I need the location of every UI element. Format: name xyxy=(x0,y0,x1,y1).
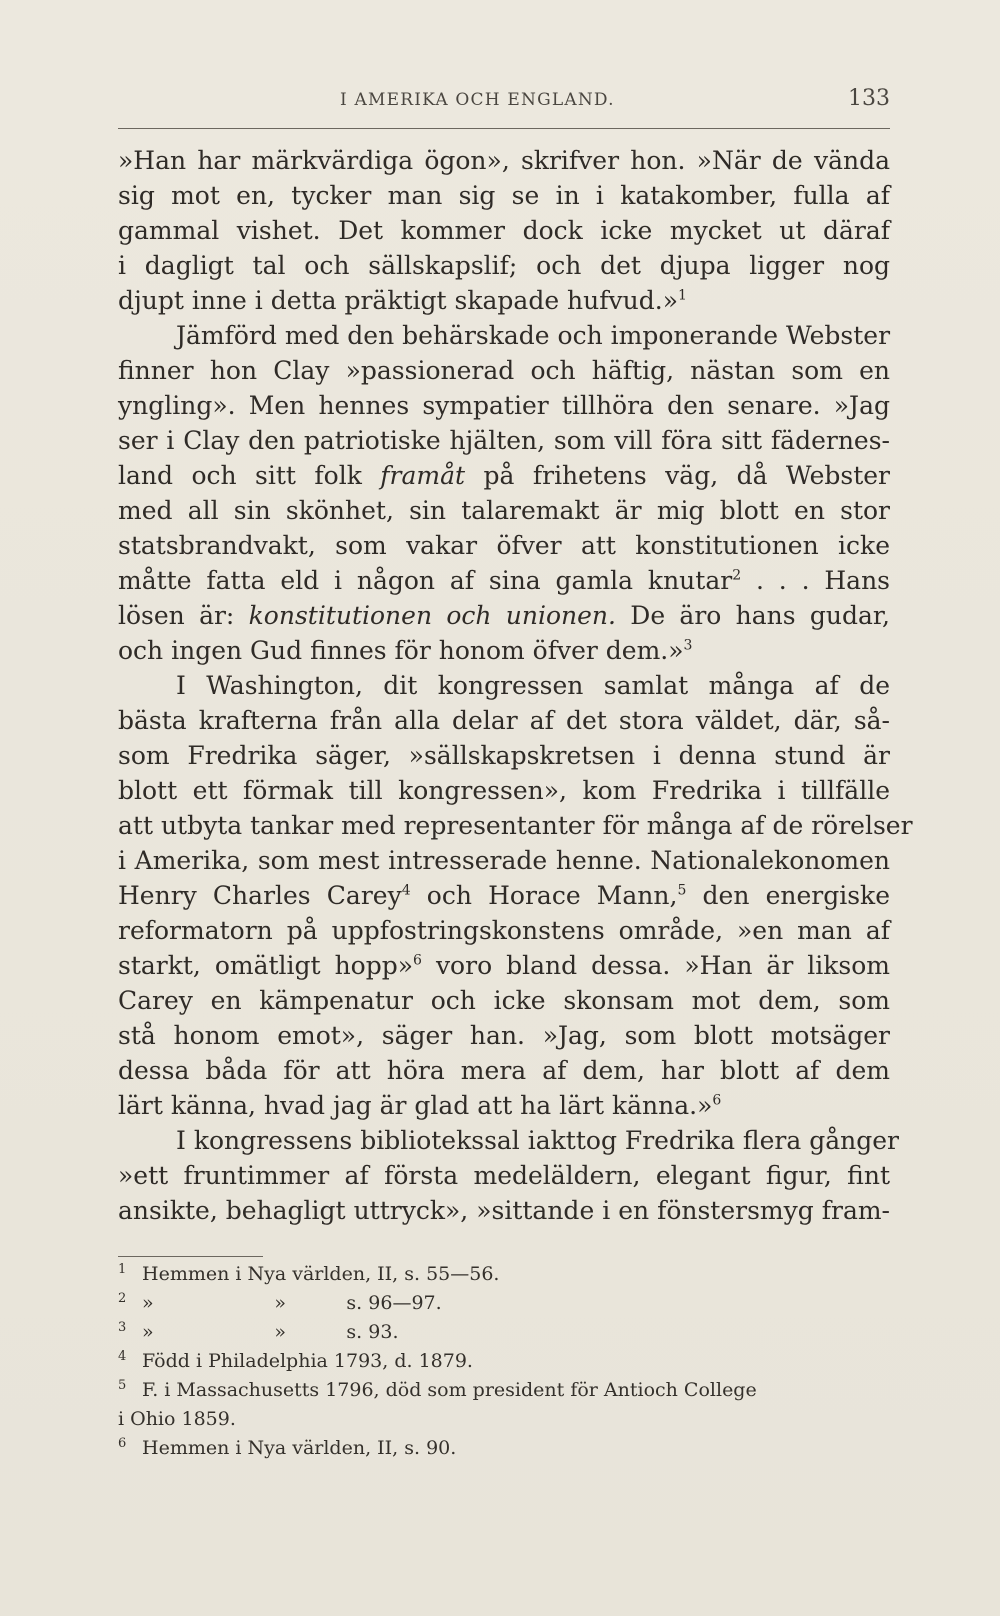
footnote-rule xyxy=(118,1256,263,1257)
footnote-marker: 2 xyxy=(732,567,742,584)
text-line: »Han har märkvärdiga ögon», skrifver hon. »När de vända xyxy=(118,146,890,175)
footnote: 6 Hemmen i Nya världen, II, s. 90. xyxy=(118,1435,457,1459)
running-head: I AMERIKA OCH ENGLAND. xyxy=(340,90,615,110)
text-line: sig mot en, tycker man sig se in i katakomber, fulla af xyxy=(118,181,890,210)
text-line: med all sin skönhet, sin talaremakt är mig blott en stor xyxy=(118,496,890,525)
text-line: statsbrandvakt, som vakar öfver att konstitutionen icke xyxy=(118,531,890,560)
footnote-marker: 6 xyxy=(712,1092,722,1109)
text-line: ansikte, behagligt uttryck», »sittande i en fönstersmyg fram- xyxy=(118,1196,890,1225)
footnote-marker: 6 xyxy=(413,952,422,969)
text-line: stå honom emot», säger han. »Jag, som blott motsäger xyxy=(118,1021,890,1050)
footnote-marker: 5 xyxy=(677,882,687,899)
text-line: starkt, omätligt hopp»$^6$ voro bland dessa. »Han är liksom xyxy=(118,951,890,980)
italic-word: framåt xyxy=(380,461,466,490)
text-line: i Amerika, som mest intresserade henne. Nationalekonomen xyxy=(118,846,890,875)
page-number: 133 xyxy=(848,86,890,111)
text-line: lärt känna, hvad jag är glad att ha lärt känna.»$^6$ xyxy=(118,1091,722,1120)
header-rule xyxy=(118,128,890,129)
text-line: ser i Clay den patriotiske hjälten, som vill föra sitt fädernes- xyxy=(118,426,890,455)
footnote: 1 Hemmen i Nya världen, II, s. 55—56. xyxy=(118,1261,500,1285)
footnote-marker: 3 xyxy=(683,637,693,654)
text-line: land och sitt folk framåt på frihetens väg, då Webster xyxy=(118,461,891,490)
text-line: gammal vishet. Det kommer dock icke mycket ut däraf xyxy=(118,216,890,245)
text-line: måtte fatta eld i någon af sina gamla knutar$^2$ . . . Hans xyxy=(118,566,891,595)
text-line: att utbyta tankar med representanter för många af de rörelser xyxy=(118,811,913,840)
text-line: djupt inne i detta präktigt skapade hufvud.»$^1$ xyxy=(118,286,687,315)
text-line: yngling». Men hennes sympatier tillhöra den senare. »Jag xyxy=(118,391,890,420)
text-line: lösen är: konstitutionen och unionen. De äro hans gudar, xyxy=(118,601,890,630)
footnote: 4 Född i Philadelphia 1793, d. 1879. xyxy=(118,1348,473,1372)
text-line: reformatorn på uppfostringskonstens område, »en man af xyxy=(118,916,890,945)
text-line: Henry Charles Carey$^4$ och Horace Mann,$^5$ den energiske xyxy=(118,881,891,910)
text-line: dessa båda för att höra mera af dem, har blott af dem xyxy=(118,1056,890,1085)
footnote: 5 F. i Massachusetts 1796, död som president för Antioch College xyxy=(118,1377,757,1401)
text-line: och ingen Gud finnes för honom öfver dem.»$^3$ xyxy=(118,636,693,665)
footnote: 2 » » s. 96—97. xyxy=(118,1290,442,1314)
text-line: Carey en kämpenatur och icke skonsam mot dem, som xyxy=(118,986,890,1015)
footnote: i Ohio 1859. xyxy=(118,1408,236,1430)
text-line: blott ett förmak till kongressen», kom Fredrika i tillfälle xyxy=(118,776,890,805)
footnote-marker: 4 xyxy=(401,882,411,899)
text-line: bästa krafterna från alla delar af det stora väldet, där, så- xyxy=(118,706,890,735)
italic-phrase: konstitutionen och unionen. xyxy=(248,601,616,630)
text-line: I kongressens bibliotekssal iakttog Fredrika flera gånger xyxy=(176,1126,899,1155)
text-line: som Fredrika säger, »sällskapskretsen i denna stund är xyxy=(118,741,890,770)
text-line: finner hon Clay »passionerad och häftig, nästan som en xyxy=(118,356,890,385)
footnote: 3 » » s. 93. xyxy=(118,1319,399,1343)
page-header xyxy=(118,86,890,120)
text-line: Jämförd med den behärskade och imponerande Webster xyxy=(176,321,891,350)
text-line: »ett fruntimmer af första medeläldern, elegant figur, fint xyxy=(118,1161,890,1190)
text-line: i dagligt tal och sällskapslif; och det djupa ligger nog xyxy=(118,251,890,280)
footnote-marker: 1 xyxy=(678,287,687,304)
text-line: I Washington, dit kongressen samlat många af de xyxy=(176,671,890,700)
